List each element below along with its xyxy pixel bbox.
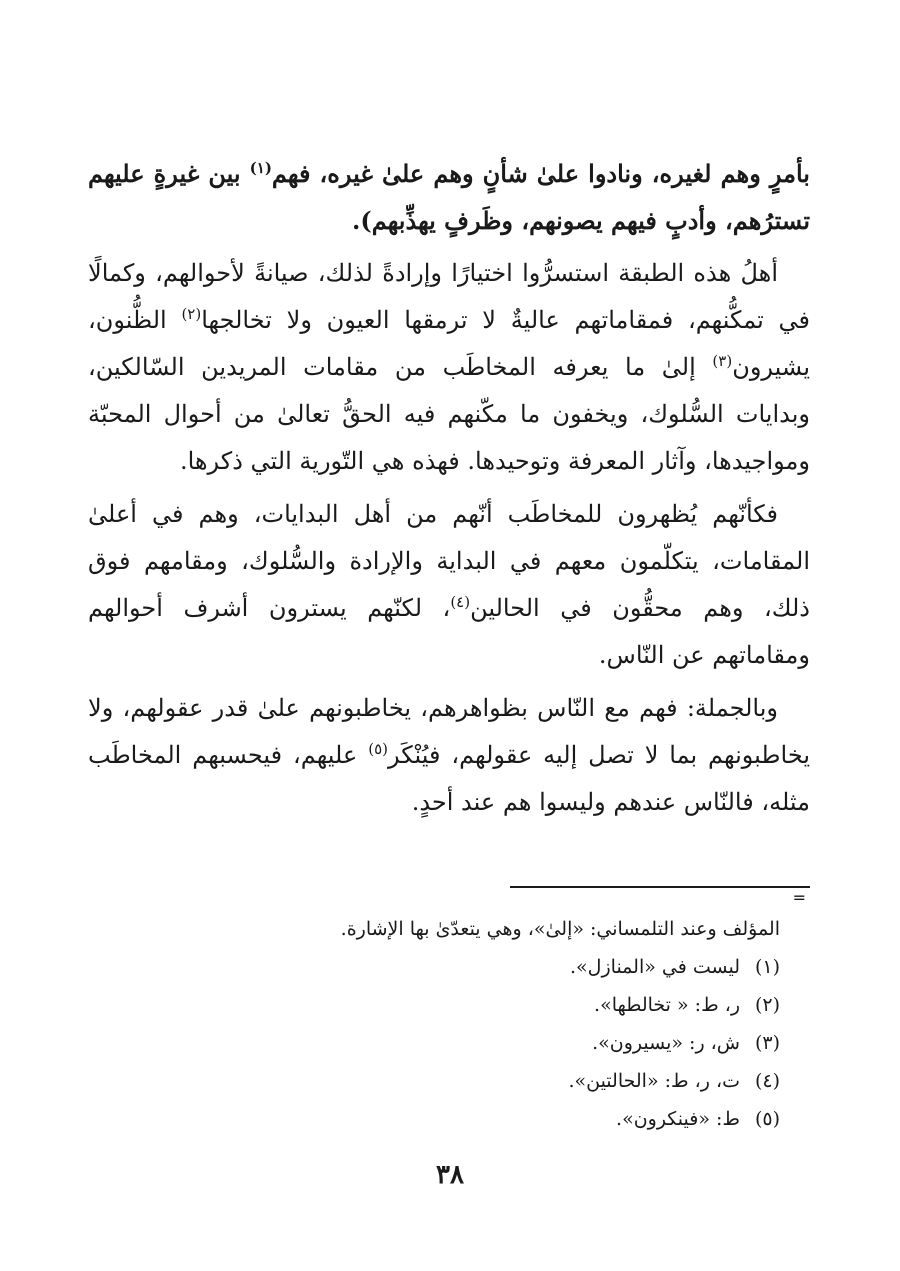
page-number: ٣٨ [436, 1160, 464, 1190]
footnote-continuation: المؤلف وعند التلمساني: «إلىٰ»، وهي يتعدّىٰ بها الإشارة. [340, 918, 780, 940]
footnote-number: (٢) [754, 994, 780, 1016]
footnote-ref-2: (٢) [181, 305, 202, 323]
main-text [88, 150, 810, 832]
paragraph-4-text-a: وبالجملة: فهم مع النّاس بظواهرهم، يخاطبونهم علىٰ قدر عقولهم، ولا يخاطبونهم بما لا تصل إليه عقولهم، فيُنْكَر [88, 694, 811, 769]
footnote-ref-4: (٤) [450, 593, 471, 611]
paragraph-1 [88, 150, 810, 244]
paragraph-3 [88, 491, 810, 679]
footnote-item [220, 948, 780, 986]
paragraph-1-text-a: بأمرٍ وهم لغيره، ونادوا علىٰ شأنٍ وهم علىٰ غيره، فهم [271, 159, 810, 188]
footnote-number: (١) [754, 956, 780, 978]
paragraph-1-text-b: بين غيرةٍ عليهم تسترُهم، وأدبٍ فيهم يصونهم، وظَرفٍ يهذِّبهم). [88, 159, 810, 235]
paragraph-3-text-a: فكأنّهم يُظهرون للمخاطَب أنّهم من أهل البدايات، وهم في أعلىٰ المقامات، يتكلّمون معهم في البداية والإرادة والسُّلوك، ومقامهم فوق ذلك، وهم محقُّون في الحالين [88, 500, 810, 622]
footnote-number: (٣) [754, 1032, 780, 1054]
paragraph-4 [88, 685, 810, 826]
footnote-text: ش، ر: «يسيرون». [592, 1032, 740, 1054]
footnote-text: ط: «فينكرون». [616, 1108, 740, 1130]
footnote-item [220, 1062, 780, 1100]
paragraph-3-text-b: ، لكنّهم يسترون أشرف أحوالهم ومقاماتهم عن النّاس. [88, 594, 810, 669]
footnote-number: (٤) [754, 1070, 780, 1092]
footnote-divider [510, 886, 810, 888]
footnotes [220, 910, 780, 1138]
footnote-ref-3: (٣) [712, 352, 733, 370]
footnote-number: (٥) [754, 1108, 780, 1130]
footnote-text: ر، ط: « تخالطها». [594, 994, 740, 1016]
footnote-ref-1: (١) [249, 159, 272, 177]
paragraph-2-text-b: الظُّنون، يشيرون [88, 306, 810, 381]
footnote-text: ليست في «المنازل». [570, 956, 740, 978]
paragraph-2 [88, 250, 810, 485]
footnote-ref-5: (٥) [368, 740, 388, 758]
paragraph-4-text-b: عليهم، فيحسبهم المخاطَب مثله، فالنّاس عندهم وليسوا هم عند أحدٍ. [88, 741, 810, 816]
paragraph-2-text-c: إلىٰ ما يعرفه المخاطَب من مقامات المريدين السّالكين، وبدايات السُّلوك، ويخفون ما مكّنهم فيه الحقُّ تعالىٰ من أحوال المحبّة ومواجيدها، وآثار المعرفة وتوحيدها. فهذه هي التّورية التي ذكرها. [88, 353, 810, 475]
footnote-text: ت، ر، ط: «الحالتين». [568, 1070, 740, 1092]
footnote-item [220, 1024, 780, 1062]
paragraph-2-text-a: أهلُ هذه الطبقة استسرُّوا اختيارًا وإرادةً لذلك، صيانةً لأحوالهم، وكمالًا في تمكُّنهم، فمقاماتهم عاليةٌ لا ترمقها العيون ولا تخالجها [88, 259, 811, 334]
footnote-continuation-marker: = [792, 888, 806, 907]
footnote-item [220, 1100, 780, 1138]
footnote-item [220, 986, 780, 1024]
